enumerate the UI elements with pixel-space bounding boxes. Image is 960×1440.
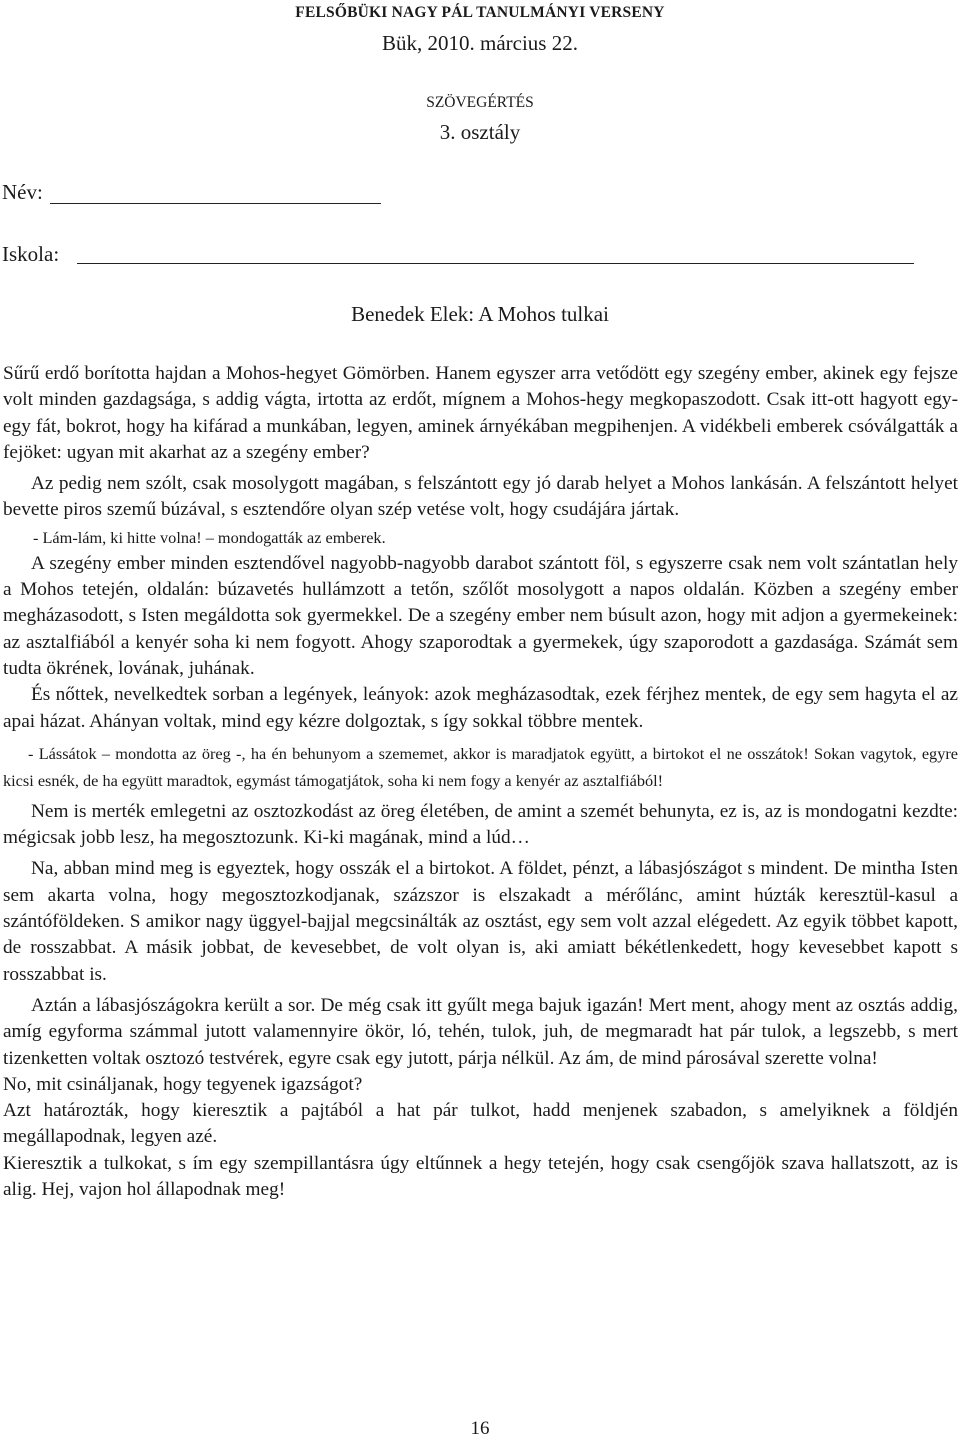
subject-title: SZÖVEGÉRTÉS — [426, 94, 534, 111]
paragraph: Sűrű erdő borította hajdan a Mohos-hegyet Gömörben. Hanem egyszer arra vetődött egy szegény ember, akinek egy fejsze volt minden gazdagsága, s addig vágta, irtotta az erdőt, mígnem a Mohos-hegy megkopaszodott. Csak itt-ott hagyott egy-egy fát, bokrot, hogy ha kifárad a munkában, legyen, aminek árnyékában megpihenjen. A vidékbeli emberek csóválgatták a fejöket: ugyan mit akarhat az a szegény ember? — [3, 363, 958, 463]
school-label: Iskola: — [2, 242, 60, 266]
paragraph: Aztán a lábasjószágokra került a sor. De még csak itt gyűlt mega bajuk igazán! Mert ment, ahogy ment az osztás addig, amíg egyforma számmal jutott valamennyire ökör, ló, tehén, tulok, juh, de megmaradt hat pár tulok, a legszebb, s mert tizenketten voltak osztozó testvérek, egyre csak egy jutott, párja nélkül. Az ám, de mind párosával szerette volna! — [3, 994, 958, 1069]
paragraph: Nem is merték emlegetni az osztozkodást az öreg életében, de amint a szemét behunyta, ez is, az is mondogatni kezdte: mégicsak jobb lesz, ha megosztozunk. Ki-ki magának, mind a lúd… — [3, 800, 958, 849]
paragraph: Kieresztik a tulkokat, s ím egy szempillantásra úgy eltűnnek a hegy tetején, hogy csak csengőjök szava hallatszott, az is alig. Hej, vajon hol állapodnak meg! — [3, 1152, 958, 1201]
paragraph: No, mit csináljanak, hogy tegyenek igazságot? — [3, 1073, 363, 1095]
contest-title: FELSŐBÜKI NAGY PÁL TANULMÁNYI VERSENY — [295, 4, 665, 21]
page-number: 16 — [470, 1418, 490, 1439]
paragraph: Na, abban mind meg is egyeztek, hogy osszák el a birtokot. A földet, pénzt, a lábasjószágot s mindent. De mintha Isten sem akarta volna, hogy megosztozkodjanak, százszor is elszakadt a mérőlánc, amint húzták keresztül-kasul a szántóföldeken. S amikor nagy üggyel-bajjal megcsinálták az osztást, egy sem volt azzal elégedett. Az egyik többet kapott, de rosszabbat. A másik jobbat, de kevesebbet, de volt olyan is, aki amiatt békétlenkedett, hogy kevesebbet kapott s rosszabbat is. — [3, 858, 958, 985]
name-label: Név: — [2, 180, 43, 204]
paragraph: Azt határozták, hogy kieresztik a pajtából a hat pár tulkot, hadd menjenek szabadon, s amelyiknek a földjén megállapodnak, legyen azé. — [3, 1100, 958, 1148]
paragraph: Az pedig nem szólt, csak mosolygott magában, s felszántott egy jó darab helyet a Mohos lankásán. A felszántott helyet bevette piros szemű búzával, s esztendőre olyan szép vetése volt, hogy csudájára jártak. — [3, 473, 958, 521]
story-title: Benedek Elek: A Mohos tulkai — [351, 302, 609, 326]
contest-date: Bük, 2010. március 22. — [382, 31, 578, 55]
grade-label: 3. osztály — [439, 120, 521, 144]
paragraph: És nőttek, nevelkedtek sorban a legények, leányok: azok megházasodtak, ezek férjhez mentek, de egy sem hagyta el az apai házat. Ahányan voltak, mind egy kézre dolgoztak, s így sokkal többre mentek. — [3, 684, 958, 732]
paragraph: A szegény ember minden esztendővel nagyobb-nagyobb darabot szántott föl, s egyszerre csak nem volt szántatlan hely a Mohos tetején, oldalán: búzavetés hullámzott a tetőn, szőlőt mosolygott a napos oldalán. Közben a szegény ember megházasodott, s Isten megáldotta sok gyermekkel. De a szegény ember nem búsult azon, hogy mit adjon a gyermekeinek: az asztalfiából a kenyér soha ki nem fogyott. Ahogy szaporodtak a gyermekek, úgy szaporodott a gazdasága. Számát sem tudta ökrének, lovának, juhának. — [3, 552, 958, 679]
dialog-line: - Lám-lám, ki hitte volna! – mondogatták az emberek. — [33, 527, 386, 547]
name-field[interactable] — [50, 203, 381, 204]
dialog-line: - Lássátok – mondotta az öreg -, ha én behunyom a szememet, akkor is maradjatok együtt, a birtokot el ne osszátok! Sokan vagytok, egyre kicsi esnék, de ha együtt maradtok, egymást támogatjátok, soha ki nem fogy a kenyér az asztalfiából! — [3, 743, 958, 790]
story-body — [3, 361, 958, 1203]
school-field[interactable] — [77, 263, 914, 264]
